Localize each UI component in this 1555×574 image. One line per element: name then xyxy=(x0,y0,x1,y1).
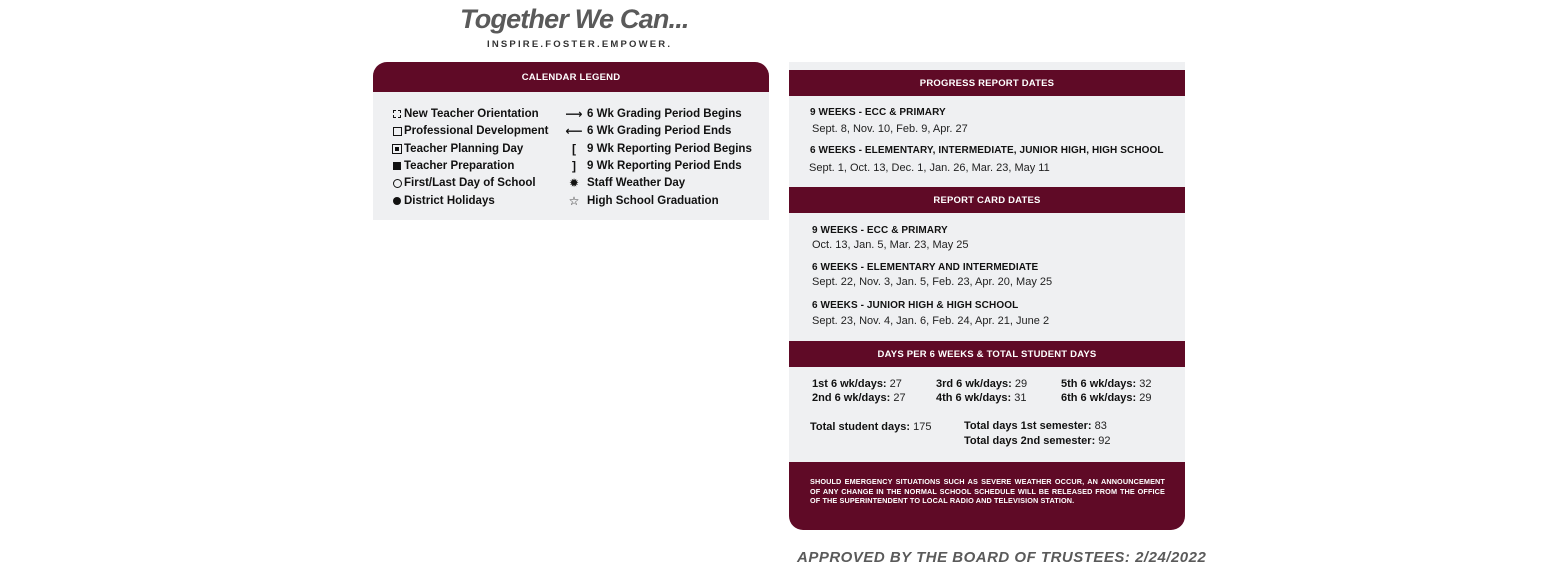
report-card-title: REPORT CARD DATES xyxy=(789,187,1185,213)
inner-square-icon xyxy=(390,141,404,157)
week-6-days: 6th 6 wk/days: 29 xyxy=(1061,392,1152,404)
week-1-days: 1st 6 wk/days: 27 xyxy=(812,378,902,390)
header-tagline: INSPIRE.FOSTER.EMPOWER. xyxy=(487,39,673,50)
dotted-square-icon xyxy=(390,106,404,122)
approval-footer: APPROVED BY THE BOARD OF TRUSTEES: 2/24/2022 xyxy=(797,549,1207,566)
report-6wk-jhhs-dates: Sept. 23, Nov. 4, Jan. 6, Feb. 24, Apr. 21, June 2 xyxy=(812,315,1050,327)
report-9wk-heading: 9 WEEKS - ECC & PRIMARY xyxy=(812,225,948,236)
close-bracket-icon: ] xyxy=(572,159,576,173)
arrow-right-icon: ⟶ xyxy=(565,107,583,121)
calendar-legend: CALENDAR LEGEND New Teacher Orientation Professional Development Teacher Planning Day Teacher Preparation First/Last Day of School District Holidays ⟶ 6 Wk Grading Period Begins ⟵ 6 Wk Grading Period Ends [ 9 Wk Reporting Period Begins ] 9 Wk Reporting Period Ends ✹ Staff Weather Day ☆ High School Graduation xyxy=(373,62,769,220)
open-circle-icon xyxy=(390,175,404,191)
progress-6wk-heading: 6 WEEKS - ELEMENTARY, INTERMEDIATE, JUNIOR HIGH, HIGH SCHOOL xyxy=(810,145,1164,156)
filled-square-icon xyxy=(390,158,404,174)
header-title: Together We Can... xyxy=(460,4,689,34)
report-6wk-elem-dates: Sept. 22, Nov. 3, Jan. 5, Feb. 23, Apr. 20, May 25 xyxy=(812,276,1053,288)
total-days-sem1: Total days 1st semester: 83 xyxy=(964,420,1107,432)
report-9wk-dates: Oct. 13, Jan. 5, Mar. 23, May 25 xyxy=(812,239,969,251)
filled-circle-icon xyxy=(390,193,404,209)
total-days-sem2: Total days 2nd semester: 92 xyxy=(964,435,1111,447)
emergency-notice: SHOULD EMERGENCY SITUATIONS SUCH AS SEVERE WEATHER OCCUR, AN ANNOUNCEMENT OF ANY CHANGE IN THE NORMAL SCHOOL SCHEDULE WILL BE RELEASED FROM THE OFFICE OF THE SUPERINTENDENT TO LOCAL RADIO AND TELEVISION STATION. xyxy=(789,462,1185,530)
progress-9wk-dates: Sept. 8, Nov. 10, Feb. 9, Apr. 27 xyxy=(812,123,968,135)
progress-report-title: PROGRESS REPORT DATES xyxy=(789,70,1185,96)
star-icon: ☆ xyxy=(568,194,580,208)
arrow-left-icon: ⟵ xyxy=(565,124,583,138)
total-student-days: Total student days: 175 xyxy=(810,421,932,433)
days-title: DAYS PER 6 WEEKS & TOTAL STUDENT DAYS xyxy=(789,341,1185,367)
week-3-days: 3rd 6 wk/days: 29 xyxy=(936,378,1028,390)
week-4-days: 4th 6 wk/days: 31 xyxy=(936,392,1027,404)
week-5-days: 5th 6 wk/days: 32 xyxy=(1061,378,1152,390)
report-6wk-elem-heading: 6 WEEKS - ELEMENTARY AND INTERMEDIATE xyxy=(812,262,1039,273)
progress-9wk-heading: 9 WEEKS - ECC & PRIMARY xyxy=(810,107,946,118)
dates-panel xyxy=(789,62,1185,530)
open-square-icon xyxy=(390,123,404,139)
legend-title: CALENDAR LEGEND xyxy=(373,62,769,92)
open-bracket-icon: [ xyxy=(572,142,576,156)
progress-6wk-dates: Sept. 1, Oct. 13, Dec. 1, Jan. 26, Mar. 23, May 11 xyxy=(809,162,1050,174)
sun-icon: ✹ xyxy=(568,176,580,190)
week-2-days: 2nd 6 wk/days: 27 xyxy=(812,392,906,404)
report-6wk-jhhs-heading: 6 WEEKS - JUNIOR HIGH & HIGH SCHOOL xyxy=(812,300,1019,311)
